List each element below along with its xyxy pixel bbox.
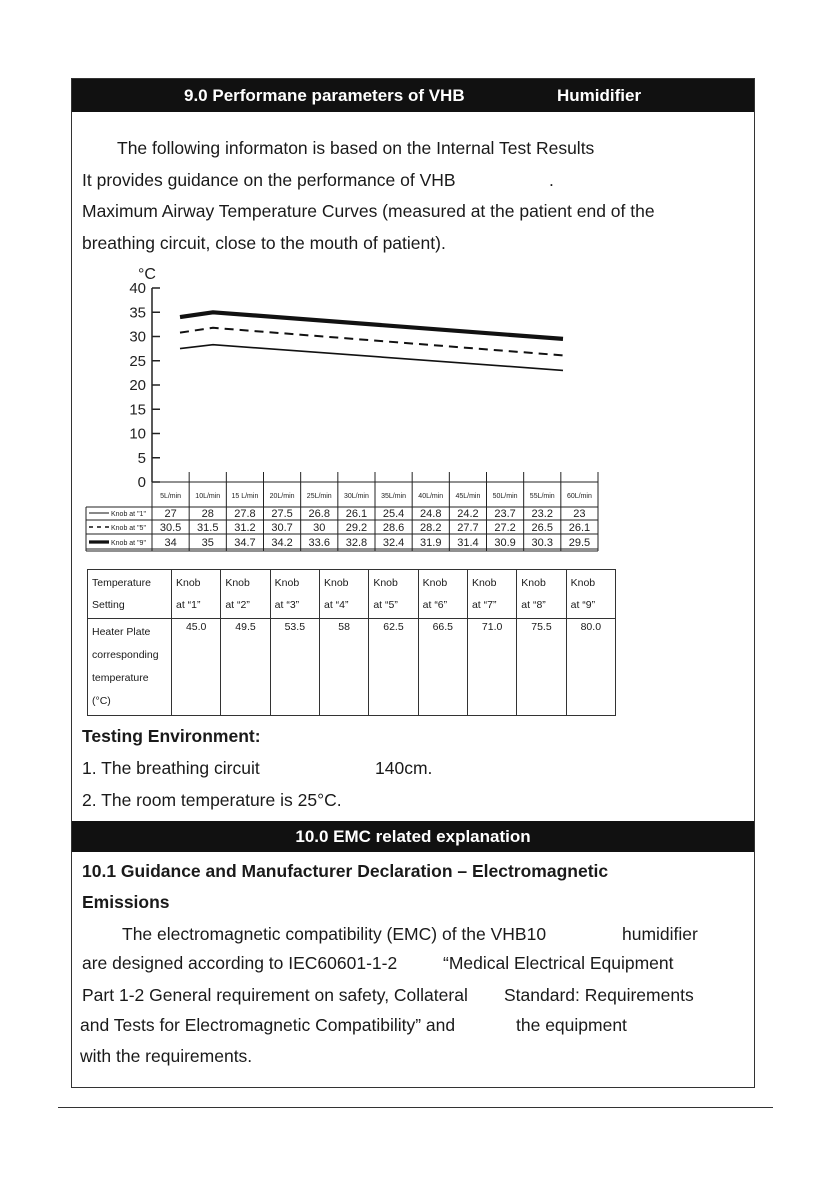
table-header-row <box>88 570 616 619</box>
series-line <box>180 312 563 339</box>
emc-para-line-3a: Part 1-2 General requirement on safety, Collateral <box>82 985 468 1005</box>
section-10-title: 10.0 EMC related explanation <box>295 827 531 846</box>
data-value-cell: 27.7 <box>457 522 479 534</box>
emc-para-line-4a: and Tests for Electromagnetic Compatibility” and <box>80 1015 456 1035</box>
y-tick-label: 35 <box>129 304 146 322</box>
heater-plate-row-label: Heater Plate corresponding temperature (°C) <box>88 619 172 716</box>
y-tick-label: 25 <box>129 352 146 370</box>
y-tick-label: 15 <box>129 401 146 419</box>
intro-line-4: breathing circuit, close to the mouth of patient). <box>82 233 446 253</box>
x-tick-label: 15 L/min <box>231 493 259 500</box>
data-value-cell: 31.5 <box>197 522 219 534</box>
table-row <box>88 619 616 716</box>
data-value-cell: 26.1 <box>345 508 368 520</box>
data-value-cell: 23 <box>573 508 586 520</box>
data-value-cell: 26.5 <box>531 522 553 534</box>
table-cell: 71.0 <box>467 619 516 716</box>
data-value-cell: 27.8 <box>234 508 256 520</box>
x-tick-label: 50L/min <box>492 493 518 500</box>
data-value-cell: 35 <box>201 537 214 549</box>
data-value-cell: 34.2 <box>271 537 293 549</box>
y-tick-label: 20 <box>129 377 146 394</box>
data-value-cell: 28.6 <box>382 522 405 534</box>
data-value-cell: 30.9 <box>494 537 516 549</box>
data-value-cell: 28 <box>201 508 214 520</box>
data-value-cell: 29.2 <box>345 522 368 534</box>
data-value-cell: 30.7 <box>271 522 293 534</box>
testing-item-2: 2. The room temperature is 25°C. <box>82 790 342 810</box>
x-tick-label: 60L/min <box>566 493 592 500</box>
knob-header-2: Knob at “2” <box>221 570 270 619</box>
section-10-title-bar <box>72 821 754 852</box>
data-value-cell: 27 <box>164 508 177 520</box>
knob-header-8: Knob at “8” <box>517 570 566 619</box>
data-value-cell: 28.2 <box>420 522 442 534</box>
data-value-cell: 30.5 <box>159 522 182 534</box>
table-cell: 49.5 <box>221 619 270 716</box>
intro-line-1: The following informaton is based on the Internal Test Results <box>117 138 595 158</box>
x-tick-label: 10L/min <box>195 493 221 500</box>
data-value-cell: 24.2 <box>457 508 479 520</box>
knob-header-1: Knob at “1” <box>172 570 221 619</box>
knob-header-3: Knob at “3” <box>270 570 319 619</box>
knob-header-5: Knob at “5” <box>369 570 418 619</box>
x-tick-label: 55L/min <box>529 493 555 500</box>
emc-para-line-1a: The electromagnetic compatibility (EMC) of the VHB10 <box>122 924 547 944</box>
testing-item-1: 1. The breathing circuit <box>82 758 260 778</box>
data-value-cell: 34.7 <box>234 537 256 549</box>
x-tick-label: 45L/min <box>455 493 481 500</box>
heater-plate-table <box>87 569 616 716</box>
y-tick-label: 5 <box>137 449 146 467</box>
x-tick-label: 40L/min <box>418 493 444 500</box>
x-tick-label: 5L/min <box>160 493 182 500</box>
data-value-cell: 26.1 <box>568 522 591 534</box>
emc-para-line-2a: are designed according to IEC60601-1-2 <box>82 953 398 973</box>
series-line <box>180 328 563 356</box>
knob-header-7: Knob at “7” <box>467 570 516 619</box>
y-tick-label: 0 <box>137 474 146 491</box>
data-value-cell: 32.4 <box>382 537 405 549</box>
emc-subheading-line-1: 10.1 Guidance and Manufacturer Declaration – Electromagnetic <box>82 861 609 881</box>
legend-entry: Knob at "5" <box>111 525 146 532</box>
data-value-cell: 30.3 <box>531 537 553 549</box>
data-value-cell: 26.8 <box>308 508 330 520</box>
knob-header-4: Knob at “4” <box>319 570 368 619</box>
data-value-cell: 27.5 <box>271 508 293 520</box>
emc-para-line-5: with the requirements. <box>80 1046 253 1066</box>
table-cell: 75.5 <box>517 619 566 716</box>
y-axis-unit-label: °C <box>138 266 156 283</box>
testing-heading: Testing Environment: <box>82 726 261 746</box>
table-cell: 80.0 <box>566 619 615 716</box>
emc-subheading-line-2: Emissions <box>82 892 170 912</box>
intro-line-2-end: . <box>549 170 554 190</box>
data-value-cell: 23.7 <box>494 508 516 520</box>
table-cell: 45.0 <box>172 619 221 716</box>
y-tick-label: 30 <box>129 328 146 346</box>
x-tick-label: 30L/min <box>343 493 369 500</box>
data-value-cell: 23.2 <box>531 508 553 520</box>
legend-entry: Knob at "1" <box>111 511 146 518</box>
data-value-cell: 24.8 <box>420 508 442 520</box>
legend-entry: Knob at "9" <box>111 540 146 547</box>
table-cell: 53.5 <box>270 619 319 716</box>
emc-para-line-2b: “Medical Electrical Equipment <box>443 953 674 973</box>
knob-header-6: Knob at “6” <box>418 570 467 619</box>
x-tick-label: 20L/min <box>269 493 295 500</box>
data-value-cell: 27.2 <box>494 522 516 534</box>
data-value-cell: 31.9 <box>420 537 442 549</box>
data-value-cell: 25.4 <box>382 508 405 520</box>
testing-item-1-value: 140cm. <box>375 758 433 778</box>
y-tick-label: 10 <box>129 425 146 443</box>
data-value-cell: 34 <box>164 537 177 549</box>
data-value-cell: 33.6 <box>308 537 330 549</box>
header-label-line-1: Temperature <box>92 577 151 589</box>
data-value-cell: 32.8 <box>345 537 368 549</box>
table-cell: 58 <box>319 619 368 716</box>
section-9-title-suffix: Humidifier <box>557 86 642 105</box>
data-value-cell: 29.5 <box>568 537 591 549</box>
table-header-label <box>88 570 172 619</box>
series-line <box>180 345 563 371</box>
x-tick-label: 25L/min <box>306 493 332 500</box>
emc-para-line-4b: the equipment <box>516 1015 627 1035</box>
intro-line-2: It provides guidance on the performance of VHB <box>82 170 456 190</box>
table-cell: 66.5 <box>418 619 467 716</box>
section-9-title: 9.0 Performane parameters of VHB <box>184 86 465 105</box>
y-tick-label: 40 <box>129 280 146 297</box>
data-value-cell: 31.4 <box>457 537 479 549</box>
data-value-cell: 31.2 <box>234 522 256 534</box>
header-label-line-2: Setting <box>92 599 125 611</box>
knob-header-9: Knob at “9” <box>566 570 615 619</box>
footer-rule <box>58 1107 773 1108</box>
emc-para-line-1b: humidifier <box>622 924 698 944</box>
x-tick-label: 35L/min <box>381 493 407 500</box>
intro-line-3: Maximum Airway Temperature Curves (measured at the patient end of the <box>82 201 655 221</box>
emc-para-line-3b: Standard: Requirements <box>504 985 694 1005</box>
table-cell: 62.5 <box>369 619 418 716</box>
data-value-cell: 30 <box>313 522 326 534</box>
